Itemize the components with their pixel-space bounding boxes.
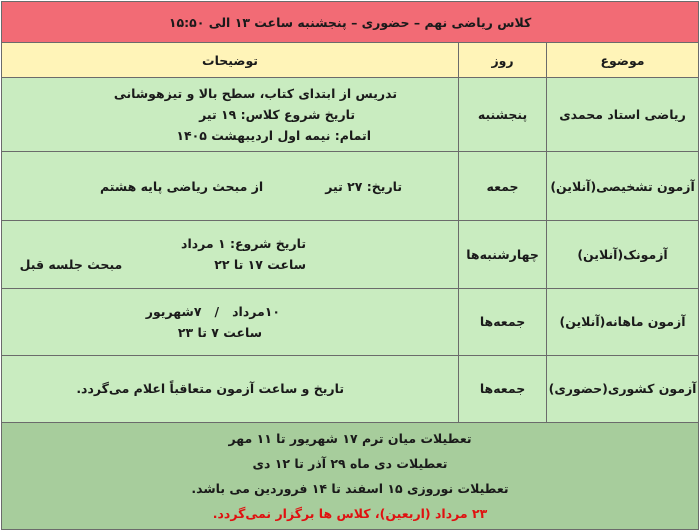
- row-day: جمعه: [459, 152, 547, 221]
- header-topic: موضوع: [547, 43, 699, 78]
- desc-start: تاریخ شروع: ۱ مرداد: [181, 236, 307, 252]
- row-day: جمعه‌ها: [459, 288, 547, 355]
- holiday-notes: [2, 422, 699, 529]
- desc-time: ساعت ۷ تا ۲۳: [177, 324, 263, 340]
- header-day: روز: [459, 43, 547, 78]
- title-row: [2, 2, 699, 43]
- header-row: [2, 43, 699, 78]
- row-description: [2, 288, 459, 355]
- row-description: [2, 221, 459, 288]
- row-topic: آزمونک(آنلاین): [547, 221, 699, 288]
- desc-line: اتمام: نیمه اول اردیبهشت ۱۴۰۵: [176, 128, 372, 144]
- row-topic: ریاضی استاد محمدی: [547, 78, 699, 152]
- desc-line: تاریخ شروع کلاس: ۱۹ تیر: [199, 107, 356, 123]
- row-description: [2, 152, 459, 221]
- row-description: [2, 355, 459, 422]
- row-day: جمعه‌ها: [459, 355, 547, 422]
- desc-note: مبحث جلسه قبل: [19, 257, 123, 273]
- table-row: [2, 288, 699, 355]
- desc-date: تاریخ: ۲۷ تیر: [325, 178, 403, 194]
- table-row: [2, 78, 699, 152]
- desc-note: تاریخ و ساعت آزمون متعاقباً اعلام می‌گردد.: [76, 381, 345, 397]
- row-topic: آزمون ماهانه(آنلاین): [547, 288, 699, 355]
- table-row: [2, 221, 699, 288]
- row-description: [2, 78, 459, 152]
- class-title: کلاس ریاضی نهم – حضوری – پنجشنبه ساعت ۱۳ الی ۱۵:۵۰: [2, 2, 699, 43]
- holiday-line: تعطیلات میان ترم ۱۷ شهریور تا ۱۱ مهر: [228, 430, 472, 446]
- footer-row: [2, 422, 699, 529]
- desc-note: از مبحث ریاضی پایه هشتم: [99, 178, 264, 194]
- cancellation-alert: ۲۳ مرداد (اربعین)، کلاس ها برگزار نمی‌گردد.: [212, 505, 488, 521]
- holiday-line: تعطیلات نوروزی ۱۵ اسفند تا ۱۴ فروردین می باشد.: [191, 480, 509, 496]
- table-row: [2, 152, 699, 221]
- schedule-table: [1, 1, 699, 530]
- row-day: پنجشنبه: [459, 78, 547, 152]
- row-topic: آزمون کشوری(حضوری): [547, 355, 699, 422]
- desc-time: ساعت ۱۷ تا ۲۲: [214, 257, 307, 273]
- row-day: چهارشنبه‌ها: [459, 221, 547, 288]
- holiday-line: تعطیلات دی ماه ۲۹ آذر تا ۱۲ دی: [252, 455, 448, 471]
- desc-dates: ۱۰مرداد / ۷شهریور: [145, 303, 281, 319]
- row-topic: آزمون تشخیصی(آنلاین): [547, 152, 699, 221]
- table-row: [2, 355, 699, 422]
- header-desc: توضیحات: [2, 43, 459, 78]
- desc-line: تدریس از ابتدای کتاب، سطح بالا و تیزهوشانی: [113, 86, 398, 102]
